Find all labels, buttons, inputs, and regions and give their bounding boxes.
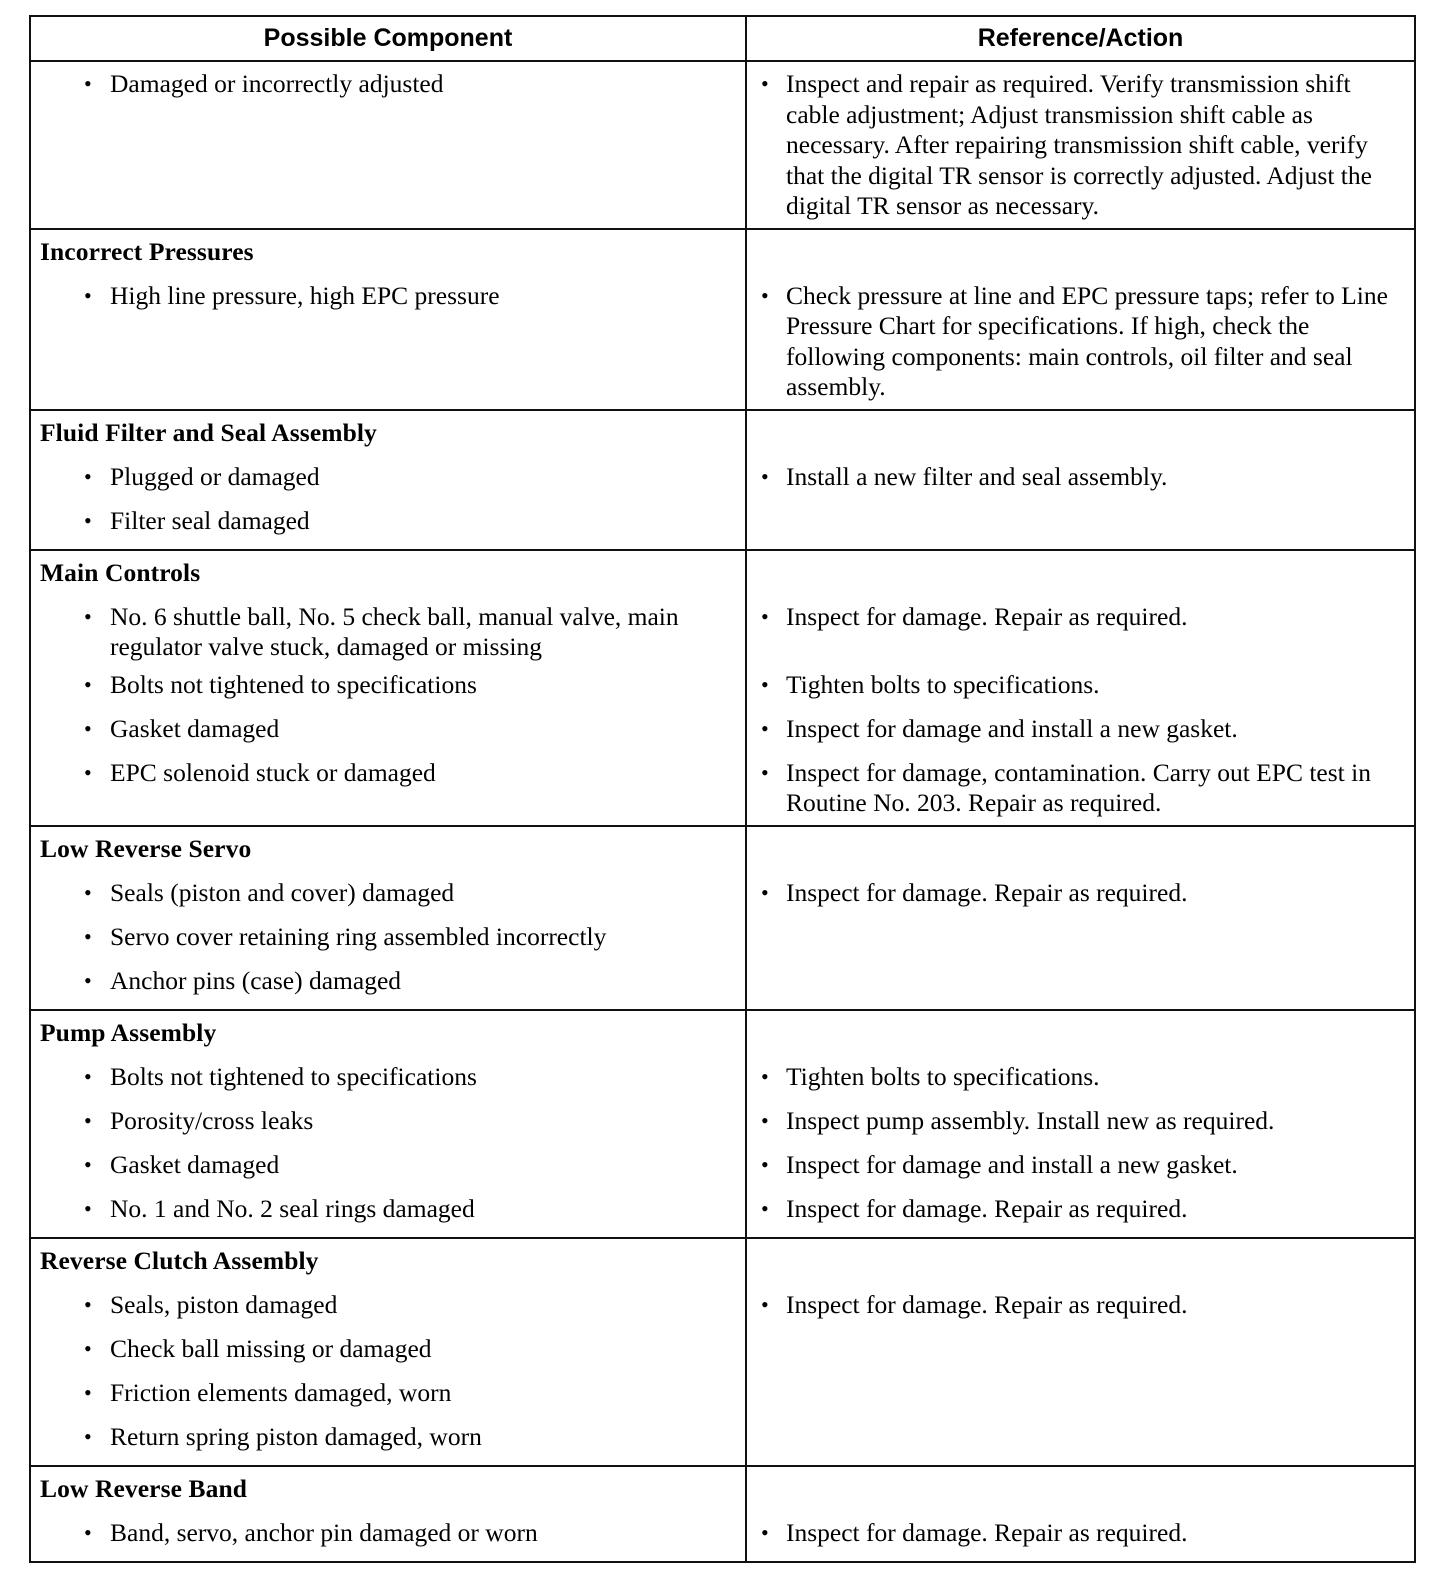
section-title: Reverse Clutch Assembly: [40, 1245, 319, 1275]
table-row: [30, 1187, 1415, 1238]
component-item: [31, 1187, 745, 1225]
section-heading-row: [30, 550, 1415, 595]
table-row: [30, 871, 1415, 915]
bullet-icon: •: [84, 1063, 92, 1089]
action-cell: [746, 1371, 1415, 1415]
action-cell: [746, 707, 1415, 751]
action-item: [747, 751, 1414, 819]
section-title: Fluid Filter and Seal Assembly: [40, 417, 377, 447]
action-cell: [746, 1327, 1415, 1371]
component-item: [31, 1283, 745, 1321]
table-row: [30, 1055, 1415, 1099]
action-text: Inspect for damage and install a new gasket.: [786, 1149, 1238, 1179]
section-title: Incorrect Pressures: [40, 236, 254, 266]
component-text: Plugged or damaged: [110, 461, 320, 491]
section-heading-row: [30, 1238, 1415, 1283]
bullet-icon: •: [761, 71, 769, 96]
table-row: [30, 663, 1415, 707]
component-cell: [30, 61, 746, 229]
bullet-icon: •: [84, 1107, 92, 1133]
section-title: Main Controls: [40, 557, 201, 587]
action-item: [747, 1187, 1414, 1225]
component-item: [31, 1511, 745, 1549]
table-header-row: [30, 16, 1415, 61]
table-row: [30, 1415, 1415, 1466]
action-text: Check pressure at line and EPC pressure taps; refer to Line Pressure Chart for specifications. If high, check the following components: main controls, oil filter and seal assembly.: [786, 280, 1388, 401]
component-cell: [30, 663, 746, 707]
bullet-icon: •: [761, 282, 769, 308]
action-item: [747, 1143, 1414, 1181]
table-row: [30, 915, 1415, 959]
component-cell: [30, 1187, 746, 1238]
table-row: [30, 1371, 1415, 1415]
action-item: [747, 871, 1414, 909]
bullet-icon: •: [761, 759, 769, 785]
component-item: [31, 1415, 745, 1453]
component-item: [31, 455, 745, 493]
bullet-icon: •: [761, 1063, 769, 1089]
component-cell: [30, 915, 746, 959]
action-text: Inspect for damage. Repair as required.: [786, 1517, 1188, 1547]
bullet-icon: •: [84, 923, 92, 949]
action-cell: [746, 1187, 1415, 1238]
section-heading-action-cell: [746, 826, 1415, 871]
section-heading-row: [30, 1010, 1415, 1055]
section-heading-cell: [30, 229, 746, 274]
section-title: Low Reverse Servo: [40, 833, 252, 863]
action-item: [747, 707, 1414, 745]
component-cell: [30, 1055, 746, 1099]
section-heading-cell: [30, 1466, 746, 1511]
action-cell: [746, 61, 1415, 229]
component-cell: [30, 1511, 746, 1562]
section-title: Pump Assembly: [40, 1017, 217, 1047]
bullet-icon: •: [84, 507, 92, 533]
component-item: [31, 1327, 745, 1365]
bullet-icon: •: [84, 1291, 92, 1317]
table-row: [30, 1327, 1415, 1371]
component-text: No. 1 and No. 2 seal rings damaged: [110, 1193, 475, 1223]
bullet-icon: •: [761, 879, 769, 905]
component-item: [31, 915, 745, 953]
bullet-icon: •: [84, 1519, 92, 1545]
component-cell: [30, 871, 746, 915]
diagnosis-table: [29, 15, 1416, 1563]
action-cell: [746, 959, 1415, 1010]
action-cell: [746, 751, 1415, 826]
component-cell: [30, 707, 746, 751]
bullet-icon: •: [84, 1335, 92, 1361]
table-row: [30, 455, 1415, 499]
component-item: [31, 62, 745, 100]
bullet-icon: •: [84, 71, 92, 96]
bullet-icon: •: [84, 879, 92, 905]
bullet-icon: •: [761, 1519, 769, 1545]
section-heading-action-cell: [746, 229, 1415, 274]
component-text: Seals (piston and cover) damaged: [110, 877, 455, 907]
component-cell: [30, 1371, 746, 1415]
bullet-icon: •: [761, 463, 769, 489]
action-cell: [746, 1055, 1415, 1099]
bullet-icon: •: [761, 1291, 769, 1317]
bullet-icon: •: [84, 1379, 92, 1405]
bullet-icon: •: [84, 1195, 92, 1221]
component-text: Porosity/cross leaks: [110, 1105, 314, 1135]
component-cell: [30, 1099, 746, 1143]
component-text: No. 6 shuttle ball, No. 5 check ball, manual valve, main regulator valve stuck, damaged or missing: [110, 601, 679, 661]
action-text: Tighten bolts to specifications.: [786, 669, 1100, 699]
component-text: Damaged or incorrectly adjusted: [110, 69, 444, 98]
component-cell: [30, 455, 746, 499]
component-cell: [30, 1327, 746, 1371]
action-cell: [746, 1143, 1415, 1187]
section-heading-action-cell: [746, 1238, 1415, 1283]
table-row: [30, 1511, 1415, 1562]
component-text: Servo cover retaining ring assembled incorrectly: [110, 921, 607, 951]
action-text: Install a new filter and seal assembly.: [786, 461, 1168, 491]
table-row: [30, 959, 1415, 1010]
section-heading-cell: [30, 550, 746, 595]
bullet-icon: •: [761, 603, 769, 629]
action-cell: [746, 915, 1415, 959]
table-row: [30, 1143, 1415, 1187]
action-text: Inspect for damage and install a new gasket.: [786, 713, 1238, 743]
bullet-icon: •: [761, 715, 769, 741]
table-row: [30, 1099, 1415, 1143]
action-item: [747, 455, 1414, 493]
action-item: [747, 1283, 1414, 1321]
component-cell: [30, 499, 746, 550]
component-text: Bolts not tightened to specifications: [110, 1061, 477, 1091]
action-text: Inspect for damage. Repair as required.: [786, 1193, 1188, 1223]
component-cell: [30, 1283, 746, 1327]
component-cell: [30, 1415, 746, 1466]
component-item: [31, 1143, 745, 1181]
bullet-icon: •: [84, 1151, 92, 1177]
table-row: [30, 1283, 1415, 1327]
action-cell: [746, 1099, 1415, 1143]
action-item: [747, 62, 1414, 222]
section-heading-row: [30, 1466, 1415, 1511]
action-text: Tighten bolts to specifications.: [786, 1061, 1100, 1091]
component-text: EPC solenoid stuck or damaged: [110, 757, 436, 787]
table-row: [30, 61, 1415, 229]
table-row: [30, 499, 1415, 550]
component-item: [31, 1099, 745, 1137]
action-text: Inspect for damage. Repair as required.: [786, 877, 1188, 907]
component-item: [31, 274, 745, 312]
component-item: [31, 595, 745, 663]
component-cell: [30, 274, 746, 410]
component-text: Gasket damaged: [110, 1149, 280, 1179]
component-text: Gasket damaged: [110, 713, 280, 743]
action-cell: [746, 274, 1415, 410]
bullet-icon: •: [84, 759, 92, 785]
action-item: [747, 1099, 1414, 1137]
action-cell: [746, 1283, 1415, 1327]
table-row: [30, 707, 1415, 751]
component-cell: [30, 1143, 746, 1187]
section-heading-cell: [30, 1238, 746, 1283]
component-text: Return spring piston damaged, worn: [110, 1421, 482, 1451]
action-text: Inspect for damage. Repair as required.: [786, 1289, 1188, 1319]
action-cell: [746, 871, 1415, 915]
component-item: [31, 663, 745, 701]
bullet-icon: •: [84, 282, 92, 308]
section-heading-cell: [30, 826, 746, 871]
action-cell: [746, 595, 1415, 663]
section-heading-row: [30, 410, 1415, 455]
action-cell: [746, 499, 1415, 550]
action-cell: [746, 1511, 1415, 1562]
action-text: Inspect pump assembly. Install new as required.: [786, 1105, 1275, 1135]
action-cell: [746, 1415, 1415, 1466]
table-body: [30, 61, 1415, 1562]
component-cell: [30, 751, 746, 826]
component-text: Check ball missing or damaged: [110, 1333, 432, 1363]
action-item: [747, 274, 1414, 403]
section-title: Low Reverse Band: [40, 1473, 248, 1503]
component-item: [31, 871, 745, 909]
bullet-icon: •: [84, 603, 92, 629]
component-cell: [30, 595, 746, 663]
action-text: Inspect for damage, contamination. Carry out EPC test in Routine No. 203. Repair as required.: [786, 757, 1371, 817]
bullet-icon: •: [761, 1195, 769, 1221]
bullet-icon: •: [761, 671, 769, 697]
bullet-icon: •: [84, 463, 92, 489]
bullet-icon: •: [761, 1151, 769, 1177]
component-item: [31, 707, 745, 745]
bullet-icon: •: [84, 671, 92, 697]
component-item: [31, 499, 745, 537]
component-item: [31, 1055, 745, 1093]
action-cell: [746, 663, 1415, 707]
component-text: Friction elements damaged, worn: [110, 1377, 452, 1407]
section-heading-action-cell: [746, 550, 1415, 595]
table-row: [30, 274, 1415, 410]
action-text: Inspect and repair as required. Verify transmission shift cable adjustment; Adjust transmission shift cable as necessary. After repairing transmission shift cable, verify that the digital TR sensor is correctly adjusted. Adjust the digital TR sensor as necessary.: [786, 69, 1372, 220]
action-cell: [746, 455, 1415, 499]
component-text: Bolts not tightened to specifications: [110, 669, 477, 699]
component-item: [31, 751, 745, 789]
section-heading-row: [30, 229, 1415, 274]
component-text: Anchor pins (case) damaged: [110, 965, 402, 995]
section-heading-cell: [30, 410, 746, 455]
table-row: [30, 751, 1415, 826]
section-heading-action-cell: [746, 1466, 1415, 1511]
component-text: Seals, piston damaged: [110, 1289, 338, 1319]
bullet-icon: •: [84, 715, 92, 741]
section-heading-cell: [30, 1010, 746, 1055]
component-text: Band, servo, anchor pin damaged or worn: [110, 1517, 538, 1547]
column-header-action: Reference/Action: [746, 16, 1415, 61]
bullet-icon: •: [84, 1423, 92, 1449]
action-text: Inspect for damage. Repair as required.: [786, 601, 1188, 631]
action-item: [747, 663, 1414, 701]
action-item: [747, 1511, 1414, 1549]
action-item: [747, 1055, 1414, 1093]
section-heading-action-cell: [746, 1010, 1415, 1055]
component-item: [31, 959, 745, 997]
column-header-component: Possible Component: [30, 16, 746, 61]
bullet-icon: •: [84, 967, 92, 993]
section-heading-row: [30, 826, 1415, 871]
component-text: High line pressure, high EPC pressure: [110, 280, 500, 310]
component-cell: [30, 959, 746, 1010]
component-text: Filter seal damaged: [110, 505, 310, 535]
component-item: [31, 1371, 745, 1409]
section-heading-action-cell: [746, 410, 1415, 455]
table-row: [30, 595, 1415, 663]
bullet-icon: •: [761, 1107, 769, 1133]
action-item: [747, 595, 1414, 633]
